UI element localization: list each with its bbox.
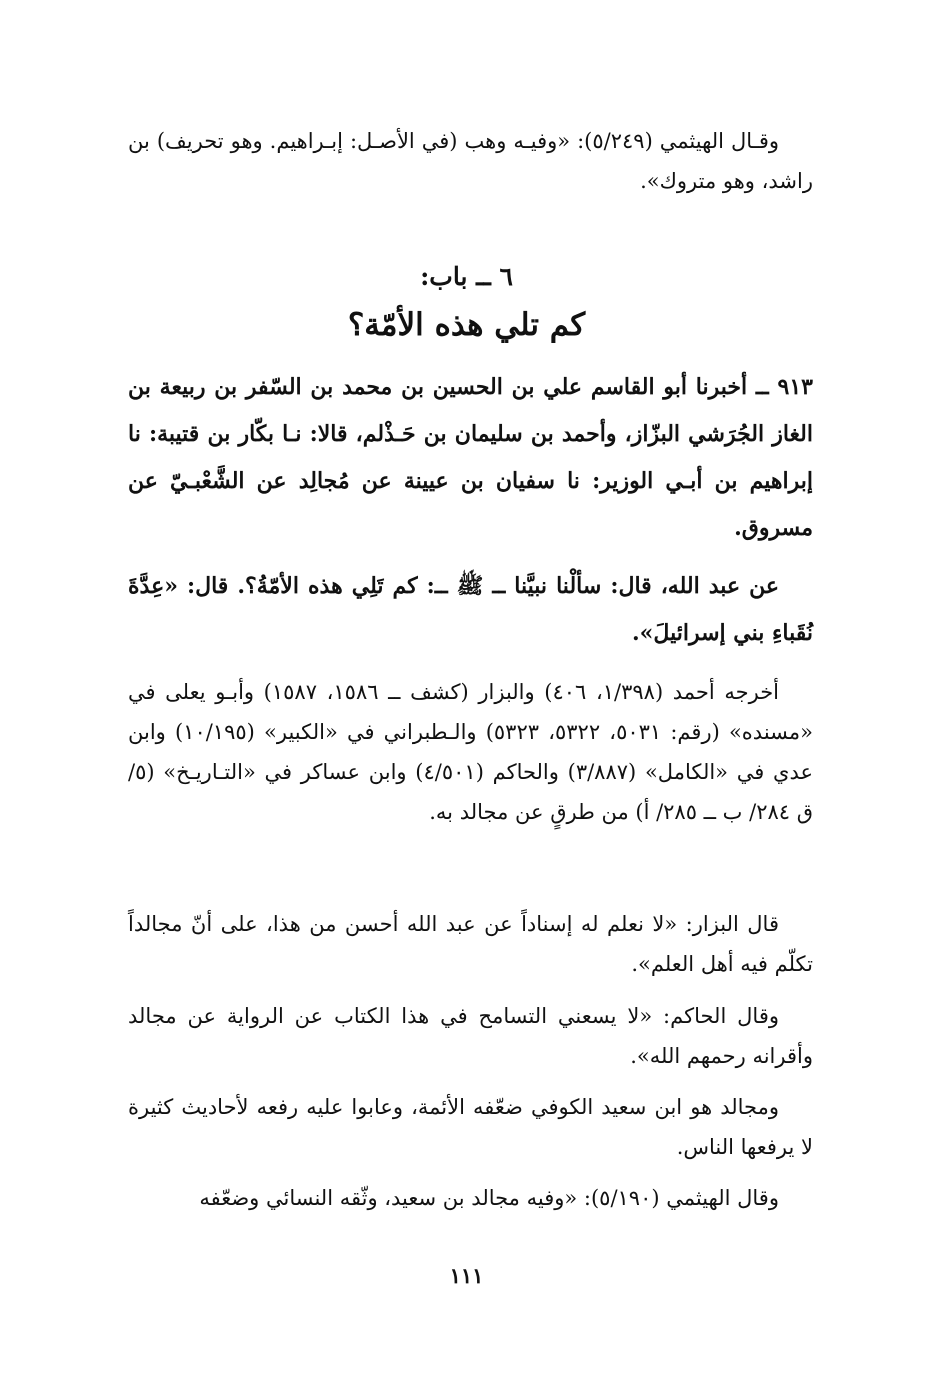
commentary-hakim: وقال الحاكم: «لا يسعني التسامح في هذا الكتاب عن الرواية عن مجالد وأقرانه رحمهم الله».	[128, 1004, 813, 1068]
hadith-matn: عن عبد الله، قال: سألْنا نبيَّنا ــ ﷺ ــ: كم تَلِي هذه الأمّةُ؟. قال: «عِدَّةَ نُقَباءِ بني إسرائيلَ».	[128, 573, 813, 646]
commentary-takhrij: أخرجه أحمد (١/٣٩٨، ٤٠٦) والبزار (كشف ــ ١٥٨٦، ١٥٨٧) وأبـو يعلى في «مسنده» (رقم: ٥٠٣١، ٥٣٢٢، ٥٣٢٣) والـطبراني في «الكبير» (١٠/١٩٥) وابن عدي في «الكامل» (٣/٨٨٧) والحاكم (٤/٥٠١) وابن عساكر في «التـاريـخ» (٥/ ق ٢٨٤/ ب ــ ٢٨٥/ أ) من طرقٍ عن مجالد به.	[128, 680, 814, 824]
intro-paragraph: وقـال الهيثمي (٥/٢٤٩): «وفيـه وهب (في الأصـل: إبـراهيم. وهو تحريف) بن راشد، وهو متروك».	[128, 129, 813, 193]
hadith-isnad: ٩١٣ ــ أخبرنا أبو القاسم علي بن الحسين بن محمد بن السّفر بن ربيعة بن الغاز الجُرَشي البزّاز، وأحمد بن سليمان بن حَـذْلم، قالا: نـا بكّار بن قتيبة: نا إبراهيم بن أبـي الوزير: نا سفيان بن عيينة عن مُجالِد عن الشَّعْبـيّ عن مسروق.	[128, 374, 813, 541]
commentary-haythami: وقال الهيثمي (٥/١٩٠): «وفيه مجالد بن سعيد، وثّقه النسائي وضعّفه	[199, 1186, 779, 1210]
page-number: ١١١	[449, 1263, 484, 1288]
commentary-bazzar: قال البزار: «لا نعلم له إسناداً عن عبد الله أحسن من هذا، على أنّ مجالداً تكلّم فيه أهل العلم».	[128, 912, 813, 976]
chapter-title: كم تلي هذه الأمّة؟	[347, 307, 586, 343]
chapter-label: ٦ ــ باب:	[420, 262, 513, 291]
commentary-mujalid: ومجالد هو ابن سعيد الكوفي ضعّفه الأئمة، وعابوا عليه رفعه لأحاديث كثيرة لا يرفعها الناس.	[128, 1095, 813, 1159]
